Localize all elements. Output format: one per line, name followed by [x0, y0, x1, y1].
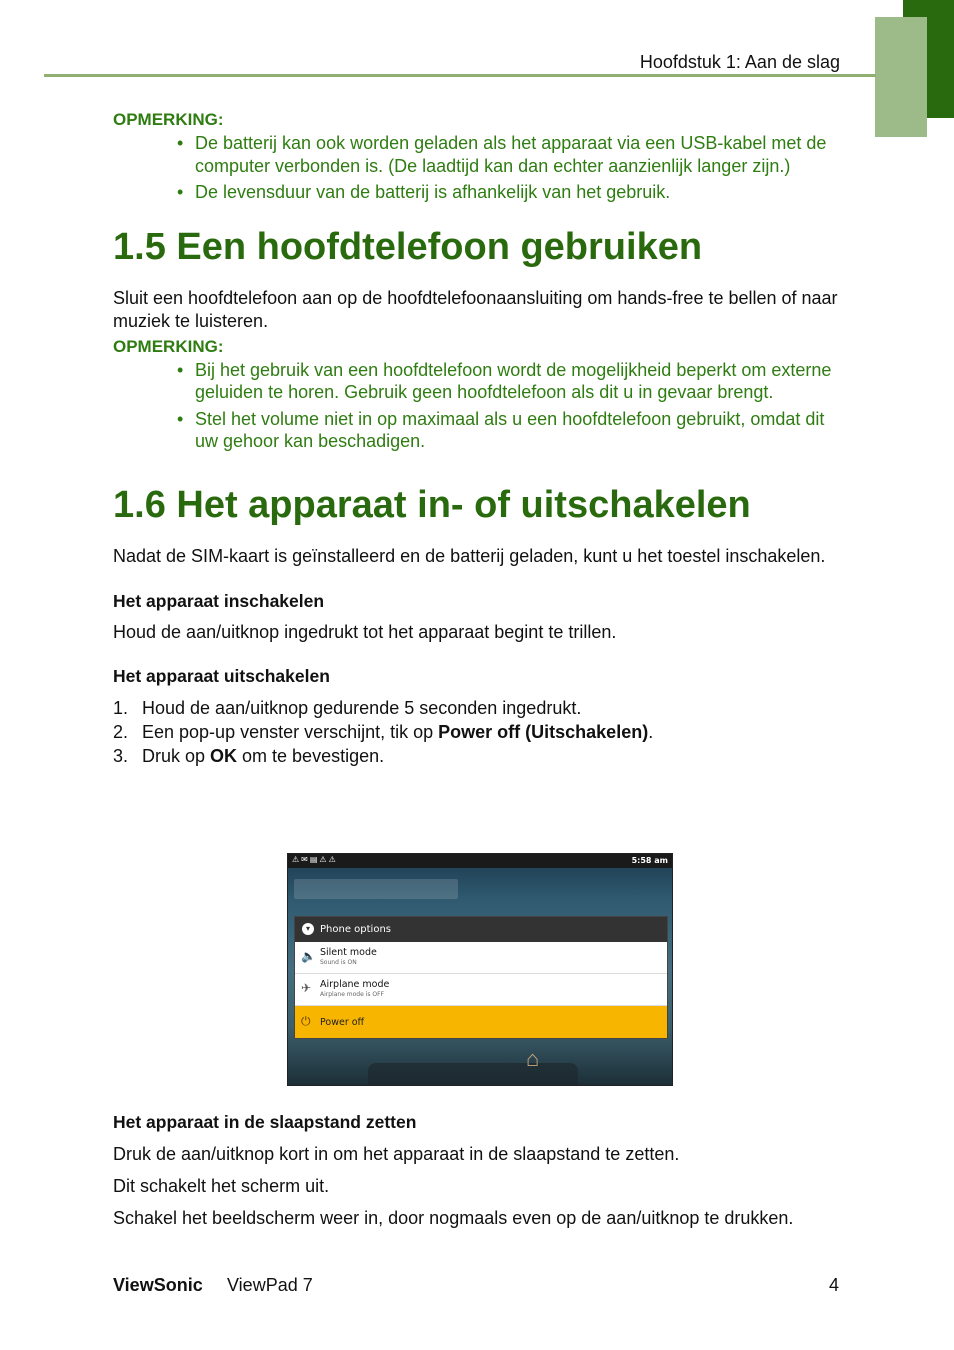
- section-body: Sluit een hoofdtelefoon aan op de hoofdtelefoonaansluiting om hands-free te bellen of naar muziek te luisteren.: [113, 287, 838, 331]
- section-title-1-5: 1.5 Een hoofdtelefoon gebruiken: [113, 225, 703, 268]
- bullet: •: [177, 359, 184, 380]
- subheading-sleep: Het apparaat in de slaapstand zetten: [113, 1112, 417, 1132]
- home-dock: [368, 1063, 578, 1085]
- chapter-tab-light: [875, 17, 927, 137]
- header-rule: [44, 74, 876, 77]
- sleep-line: Schakel het beeldscherm weer in, door nogmaals even op de aan/uitknop te drukken.: [113, 1208, 794, 1228]
- option-airplane-mode[interactable]: ✈ Airplane mode Airplane mode is OFF: [295, 974, 667, 1006]
- step-item: 2. Een pop-up venster verschijnt, tik op Power off (Uitschakelen).: [113, 721, 654, 742]
- note-item: • De levensduur van de batterij is afhankelijk van het gebruik.: [177, 182, 671, 202]
- footer-model: ViewPad 7: [227, 1275, 313, 1295]
- note-label: OPMERKING:: [113, 110, 224, 129]
- note-item: • Bij het gebruik van een hoofdtelefoon wordt de mogelijkheid beperkt om externe geluiden te horen. Gebruik geen hoofdtelefoon als dit u in gevaar brengt.: [177, 359, 832, 402]
- search-widget: [294, 879, 458, 899]
- option-silent-mode[interactable]: 🔈 Silent mode Sound is ON: [295, 942, 667, 974]
- option-power-off[interactable]: ⏻ Power off: [295, 1006, 667, 1038]
- status-bar: [288, 854, 672, 868]
- power-menu-icon: ▾: [302, 923, 314, 935]
- footer-brand: ViewSonic: [113, 1275, 203, 1295]
- airplane-icon: ✈: [301, 981, 312, 995]
- note-list: [113, 132, 843, 204]
- sleep-line: Druk de aan/uitknop kort in om het apparaat in de slaapstand te zetten.: [113, 1144, 680, 1164]
- page-number: 4: [828, 1275, 839, 1295]
- note-list: [113, 359, 843, 453]
- phone-options-dialog: [294, 916, 668, 1039]
- step-item: 1. Houd de aan/uitknop gedurende 5 seconden ingedrukt.: [113, 697, 582, 718]
- note-item: • De batterij kan ook worden geladen als het apparaat via een USB-kabel met de computer verbonden is. (De laadtijd kan dan echter aanzienlijk langer zijn.): [177, 133, 827, 176]
- power-off-steps: [113, 696, 843, 768]
- note-label: OPMERKING:: [113, 336, 224, 356]
- home-icon: ⌂: [526, 1046, 540, 1071]
- step-item: 3. Druk op OK om te bevestigen.: [113, 745, 385, 766]
- speaker-icon: 🔈: [301, 949, 316, 963]
- section-intro: Nadat de SIM-kaart is geïnstalleerd en de batterij geladen, kunt u het toestel inschakelen.: [113, 545, 826, 566]
- subheading-power-off: Het apparaat uitschakelen: [113, 665, 330, 686]
- subheading-power-on: Het apparaat inschakelen: [113, 590, 325, 611]
- note-item: • Stel het volume niet in op maximaal als u een hoofdtelefoon gebruikt, omdat dit uw gehoor kan beschadigen.: [177, 408, 825, 451]
- bullet: •: [177, 133, 184, 153]
- page-content: [113, 109, 843, 768]
- notification-icons: ⚠✉▤⚠⚠: [292, 855, 338, 864]
- power-on-body: Houd de aan/uitknop ingedrukt tot het apparaat begint te trillen.: [113, 621, 617, 642]
- device-screenshot: [287, 853, 673, 1086]
- bullet: •: [177, 182, 184, 202]
- bullet: •: [177, 408, 184, 429]
- section-title-1-6: 1.6 Het apparaat in- of uitschakelen: [113, 483, 751, 526]
- chapter-header: Hoofdstuk 1: Aan de slag: [639, 52, 840, 72]
- status-time: 5:58 am: [631, 856, 668, 865]
- power-icon: ⏻: [301, 1014, 311, 1028]
- sleep-line: Dit schakelt het scherm uit.: [113, 1176, 330, 1196]
- sleep-section: [113, 1111, 843, 1230]
- dialog-title: ▾ Phone options: [295, 917, 667, 942]
